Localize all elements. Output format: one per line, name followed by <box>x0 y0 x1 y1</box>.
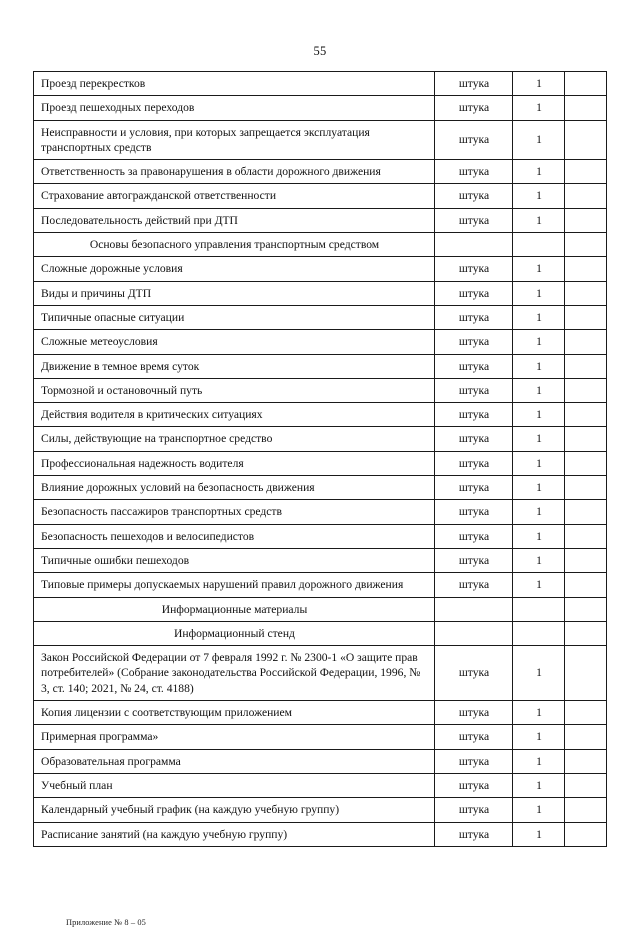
item-note <box>565 330 607 354</box>
item-note <box>565 701 607 725</box>
item-unit: штука <box>435 354 513 378</box>
item-name: Закон Российской Федерации от 7 февраля 1992 г. № 2300-1 «О защите прав потребителей» (Собрание законодательства Российской Федерации, 1996, № 3, ст. 140; 2021, № 24, ст. 4188) <box>34 646 435 701</box>
item-quantity: 1 <box>513 725 565 749</box>
table-row <box>34 749 607 773</box>
table-row <box>34 96 607 120</box>
item-name: Безопасность пешеходов и велосипедистов <box>34 524 435 548</box>
item-name: Последовательность действий при ДТП <box>34 208 435 232</box>
item-note <box>565 305 607 329</box>
item-quantity <box>513 621 565 645</box>
table-row <box>34 378 607 402</box>
item-quantity: 1 <box>513 500 565 524</box>
footer-note: Приложение № 8 – 05 <box>66 918 146 927</box>
item-unit: штука <box>435 281 513 305</box>
table-row <box>34 725 607 749</box>
item-name: Копия лицензии с соответствующим приложением <box>34 701 435 725</box>
item-note <box>565 621 607 645</box>
item-quantity: 1 <box>513 281 565 305</box>
item-unit: штука <box>435 822 513 846</box>
table-row <box>34 701 607 725</box>
item-quantity: 1 <box>513 160 565 184</box>
item-quantity: 1 <box>513 822 565 846</box>
section-title: Основы безопасного управления транспортным средством <box>34 233 435 257</box>
item-name: Влияние дорожных условий на безопасность движения <box>34 476 435 500</box>
item-unit: штука <box>435 208 513 232</box>
item-note <box>565 72 607 96</box>
section-title: Информационные материалы <box>34 597 435 621</box>
item-name: Виды и причины ДТП <box>34 281 435 305</box>
item-quantity: 1 <box>513 476 565 500</box>
item-note <box>565 281 607 305</box>
item-note <box>565 208 607 232</box>
item-name: Неисправности и условия, при которых запрещается эксплуатация транспортных средств <box>34 120 435 160</box>
item-quantity: 1 <box>513 646 565 701</box>
item-name: Проезд перекрестков <box>34 72 435 96</box>
item-note <box>565 233 607 257</box>
item-note <box>565 573 607 597</box>
table-row <box>34 281 607 305</box>
table-row <box>34 451 607 475</box>
table-row <box>34 798 607 822</box>
item-name: Ответственность за правонарушения в области дорожного движения <box>34 160 435 184</box>
table-row <box>34 160 607 184</box>
item-quantity: 1 <box>513 120 565 160</box>
item-name: Страхование автогражданской ответственности <box>34 184 435 208</box>
item-note <box>565 120 607 160</box>
item-unit: штука <box>435 160 513 184</box>
item-quantity: 1 <box>513 524 565 548</box>
item-unit: штука <box>435 500 513 524</box>
item-name: Учебный план <box>34 773 435 797</box>
item-note <box>565 476 607 500</box>
item-quantity: 1 <box>513 427 565 451</box>
item-quantity: 1 <box>513 330 565 354</box>
item-unit: штука <box>435 524 513 548</box>
item-note <box>565 403 607 427</box>
item-quantity <box>513 597 565 621</box>
table-section-row <box>34 233 607 257</box>
table-row <box>34 305 607 329</box>
item-unit: штука <box>435 773 513 797</box>
item-unit <box>435 621 513 645</box>
item-quantity: 1 <box>513 184 565 208</box>
item-note <box>565 597 607 621</box>
item-name: Профессиональная надежность водителя <box>34 451 435 475</box>
item-unit: штука <box>435 330 513 354</box>
item-name: Сложные дорожные условия <box>34 257 435 281</box>
item-unit: штука <box>435 96 513 120</box>
item-name: Действия водителя в критических ситуациях <box>34 403 435 427</box>
item-unit: штука <box>435 548 513 572</box>
item-note <box>565 773 607 797</box>
item-note <box>565 451 607 475</box>
item-quantity: 1 <box>513 701 565 725</box>
table-row <box>34 120 607 160</box>
item-note <box>565 725 607 749</box>
item-name: Типовые примеры допускаемых нарушений правил дорожного движения <box>34 573 435 597</box>
item-note <box>565 749 607 773</box>
item-quantity: 1 <box>513 96 565 120</box>
item-quantity: 1 <box>513 773 565 797</box>
table-row <box>34 773 607 797</box>
table-row <box>34 257 607 281</box>
item-name: Типичные опасные ситуации <box>34 305 435 329</box>
item-name: Движение в темное время суток <box>34 354 435 378</box>
item-name: Силы, действующие на транспортное средство <box>34 427 435 451</box>
section-title: Информационный стенд <box>34 621 435 645</box>
item-unit <box>435 233 513 257</box>
item-note <box>565 427 607 451</box>
item-note <box>565 548 607 572</box>
item-name: Расписание занятий (на каждую учебную группу) <box>34 822 435 846</box>
item-unit: штука <box>435 476 513 500</box>
table-row <box>34 403 607 427</box>
item-quantity: 1 <box>513 257 565 281</box>
item-unit <box>435 597 513 621</box>
item-note <box>565 257 607 281</box>
item-unit: штука <box>435 798 513 822</box>
item-name: Тормозной и остановочный путь <box>34 378 435 402</box>
table-row <box>34 573 607 597</box>
item-name: Проезд пешеходных переходов <box>34 96 435 120</box>
table-row <box>34 427 607 451</box>
item-unit: штука <box>435 72 513 96</box>
table-row <box>34 330 607 354</box>
item-unit: штука <box>435 184 513 208</box>
item-name: Календарный учебный график (на каждую учебную группу) <box>34 798 435 822</box>
item-unit: штука <box>435 646 513 701</box>
item-quantity: 1 <box>513 378 565 402</box>
item-note <box>565 160 607 184</box>
table-row <box>34 500 607 524</box>
item-name: Типичные ошибки пешеходов <box>34 548 435 572</box>
table-body <box>34 72 607 847</box>
item-quantity: 1 <box>513 749 565 773</box>
item-unit: штука <box>435 573 513 597</box>
item-name: Образовательная программа <box>34 749 435 773</box>
item-quantity: 1 <box>513 573 565 597</box>
item-name: Сложные метеоусловия <box>34 330 435 354</box>
item-unit: штука <box>435 749 513 773</box>
item-unit: штука <box>435 701 513 725</box>
table-section-row <box>34 597 607 621</box>
item-quantity: 1 <box>513 354 565 378</box>
table-row <box>34 354 607 378</box>
item-quantity: 1 <box>513 208 565 232</box>
table-row <box>34 72 607 96</box>
item-note <box>565 96 607 120</box>
table-row <box>34 646 607 701</box>
item-quantity: 1 <box>513 72 565 96</box>
table-row <box>34 208 607 232</box>
item-unit: штука <box>435 427 513 451</box>
table-row <box>34 548 607 572</box>
item-quantity: 1 <box>513 403 565 427</box>
item-note <box>565 500 607 524</box>
item-name: Безопасность пассажиров транспортных средств <box>34 500 435 524</box>
table-row <box>34 184 607 208</box>
equipment-table <box>33 71 607 847</box>
item-unit: штука <box>435 403 513 427</box>
item-quantity: 1 <box>513 451 565 475</box>
item-unit: штука <box>435 305 513 329</box>
item-unit: штука <box>435 257 513 281</box>
item-note <box>565 378 607 402</box>
table-row <box>34 476 607 500</box>
page-number: 55 <box>313 44 327 58</box>
item-quantity <box>513 233 565 257</box>
table-row <box>34 524 607 548</box>
item-note <box>565 354 607 378</box>
item-unit: штука <box>435 120 513 160</box>
document-page <box>0 44 640 949</box>
item-unit: штука <box>435 725 513 749</box>
item-note <box>565 646 607 701</box>
item-note <box>565 798 607 822</box>
item-note <box>565 524 607 548</box>
item-note <box>565 822 607 846</box>
table-row <box>34 822 607 846</box>
item-quantity: 1 <box>513 548 565 572</box>
item-note <box>565 184 607 208</box>
table-section-row <box>34 621 607 645</box>
item-quantity: 1 <box>513 305 565 329</box>
item-unit: штука <box>435 378 513 402</box>
item-name: Примерная программа» <box>34 725 435 749</box>
item-unit: штука <box>435 451 513 475</box>
item-quantity: 1 <box>513 798 565 822</box>
